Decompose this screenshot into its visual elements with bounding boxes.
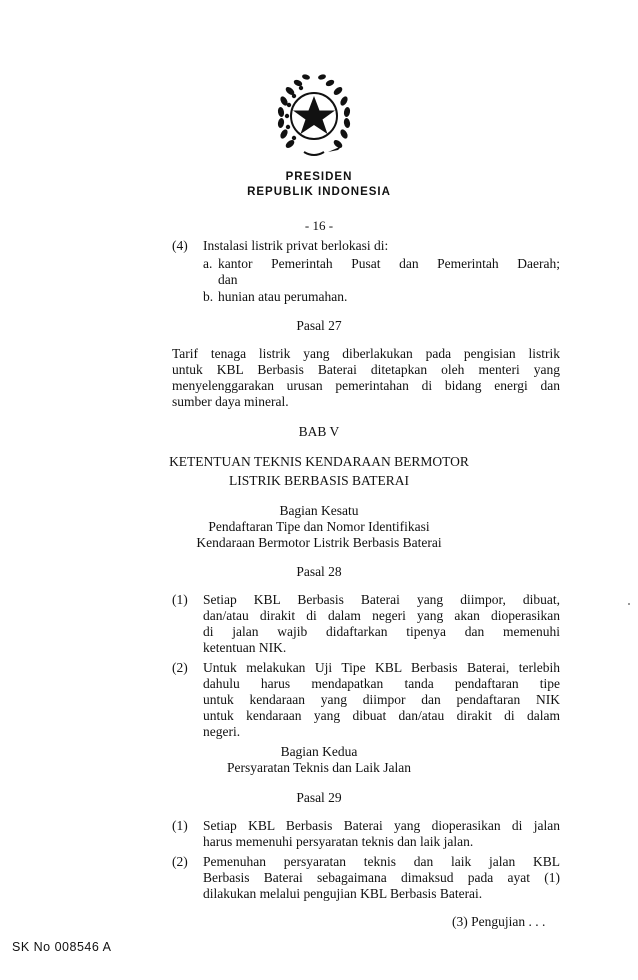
pasal29-item2-line2: Berbasis Baterai sebagaimana dimaksud pada ayat (1) bbox=[203, 870, 560, 885]
pasal27-line-1: Tarif tenaga listrik yang diberlakukan pada pengisian listrik bbox=[172, 346, 560, 361]
bagian2-title: Bagian Kedua bbox=[280, 744, 358, 759]
bagian1-line2: Kendaraan Bermotor Listrik Berbasis Baterai bbox=[196, 535, 442, 550]
bab-title: BAB V bbox=[298, 424, 340, 439]
item4-a-line1: kantor Pemerintah Pusat dan Pemerintah Daerah; bbox=[218, 256, 560, 271]
pasal28-item1-line1: Setiap KBL Berbasis Baterai yang diimpor, dibuat, bbox=[203, 592, 560, 607]
document-serial-code: SK No 008546 A bbox=[12, 940, 112, 954]
item4-b-label: b. bbox=[203, 289, 214, 304]
pasal28-item1-line3: di jalan wajib didaftarkan tipenya dan memenuhi bbox=[203, 624, 560, 639]
pasal29-item1-number: (1) bbox=[172, 818, 188, 833]
item4-a-label: a. bbox=[203, 256, 213, 271]
item4-a-line2: dan bbox=[218, 272, 238, 287]
pasal29-item2-line1: Pemenuhan persyaratan teknis dan laik jalan KBL bbox=[203, 854, 560, 869]
pasal28-item2-number: (2) bbox=[172, 660, 188, 675]
pasal28-item1-number: (1) bbox=[172, 592, 188, 607]
pasal28-item2-line4: untuk kendaraan yang dibuat dan/atau dirakit di dalam bbox=[203, 708, 560, 723]
pasal27-line-2: untuk KBL Berbasis Baterai ditetapkan oleh menteri yang bbox=[172, 362, 560, 377]
bab-heading-line1: KETENTUAN TEKNIS KENDARAAN BERMOTOR bbox=[169, 454, 469, 469]
item4-number: (4) bbox=[172, 238, 188, 253]
page-number: - 16 - bbox=[304, 218, 334, 233]
pasal29-title: Pasal 29 bbox=[296, 790, 342, 805]
pasal29-item1-line1: Setiap KBL Berbasis Baterai yang dioperasikan di jalan bbox=[203, 818, 560, 833]
pasal29-item2-number: (2) bbox=[172, 854, 188, 869]
bagian1-line1: Pendaftaran Tipe dan Nomor Identifikasi bbox=[208, 519, 430, 534]
pasal27-title: Pasal 27 bbox=[296, 318, 342, 333]
pasal28-item2-line5: negeri. bbox=[203, 724, 241, 739]
item4-b-text: hunian atau perumahan. bbox=[218, 289, 348, 304]
pasal28-item2-line1: Untuk melakukan Uji Tipe KBL Berbasis Baterai, terlebih bbox=[203, 660, 560, 675]
pasal28-item2-line3: untuk kendaraan yang diimpor dan pendaftaran NIK bbox=[203, 692, 560, 707]
pasal28-item2-line2: dahulu harus mendapatkan tanda pendaftaran tipe bbox=[203, 676, 560, 691]
scan-speck bbox=[628, 603, 630, 605]
bab-heading-line2: LISTRIK BERBASIS BATERAI bbox=[228, 473, 409, 488]
pasal28-item1-line4: ketentuan NIK. bbox=[203, 640, 287, 655]
header-title-presiden: PRESIDEN bbox=[285, 171, 353, 183]
pasal29-item2-line3: dilakukan melalui pengujian KBL Berbasis Baterai. bbox=[203, 886, 483, 901]
bagian1-title: Bagian Kesatu bbox=[279, 503, 359, 518]
bagian2-line1: Persyaratan Teknis dan Laik Jalan bbox=[227, 760, 411, 775]
pasal28-item1-line2: dan/atau dirakit di dalam negeri yang akan dioperasikan bbox=[203, 608, 560, 623]
pasal28-title: Pasal 28 bbox=[296, 564, 342, 579]
pasal29-item1-line2: harus memenuhi persyaratan teknis dan laik jalan. bbox=[203, 834, 474, 849]
continuation-text: (3) Pengujian . . . bbox=[452, 914, 546, 929]
item4-text: Instalasi listrik privat berlokasi di: bbox=[203, 238, 389, 253]
header-title-republik: REPUBLIK INDONESIA bbox=[247, 186, 391, 198]
pasal27-line-4: sumber daya mineral. bbox=[172, 394, 289, 409]
pasal27-line-3: menyelenggarakan urusan pemerintahan di bidang energi dan bbox=[172, 378, 560, 393]
garuda-star-emblem bbox=[268, 66, 360, 168]
